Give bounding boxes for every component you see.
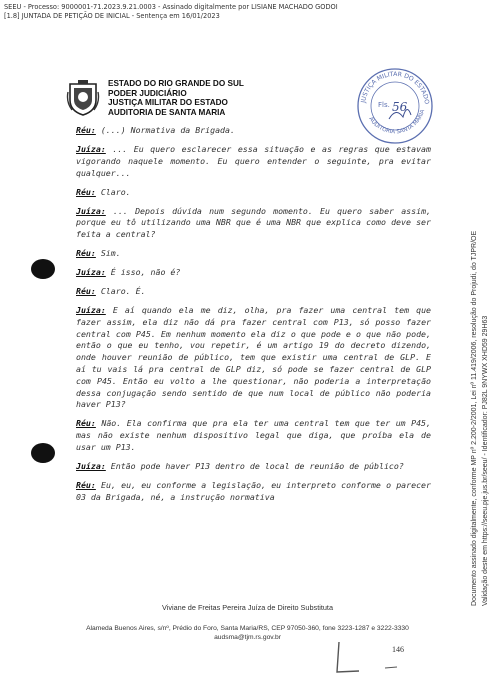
transcript [76, 125, 431, 511]
court-header [108, 79, 244, 117]
speech-text: Eu, eu, eu conforme a legislação, eu interpreto conforme o parecer 03 da Brigada, né, a instrução normativa [76, 480, 431, 502]
transcript-paragraph [76, 144, 431, 179]
speech-text: ... Depois dúvida num segundo momento. Eu quero saber assim, porque eu tô utilizando uma NBR que é uma NBR que explica como deve ser feita a central? [76, 205, 431, 240]
speaker-label: Réu: [76, 248, 96, 259]
transcript-paragraph [76, 418, 431, 453]
stamp-top-text: JUSTIÇA MILITAR DO ESTADO [360, 70, 431, 105]
header-line-state: ESTADO DO RIO GRANDE DO SUL [108, 79, 244, 88]
transcript-paragraph [76, 286, 431, 298]
handwritten-initials [325, 638, 405, 678]
transcript-paragraph [76, 248, 431, 260]
speaker-label: Juíza: [76, 305, 106, 316]
side-text-line-1: Documento assinado digitalmente, conforme MP nº 2.200-2/2001, Lei nº 11.419/2006, resolução do Projudi, do TJPR/OE [471, 230, 478, 606]
speaker-label: Réu: [76, 286, 96, 297]
side-text-line-2: Validação deste em https://seeu.pje.jus.br/seeu/ - Identificador: PJ82L 9NYWX XHD59 29H63 [482, 315, 489, 606]
transcript-paragraph [76, 206, 431, 241]
transcript-paragraph [76, 187, 431, 199]
footer-address-line: Alameda Buenos Aires, s/nº, Prédio do Foro, Santa Maria/RS, CEP 97050-360, fone 3223-1287 e 3222-3330 [86, 625, 409, 632]
transcript-paragraph [76, 461, 431, 473]
speaker-label: Réu: [76, 186, 96, 197]
seeu-header-line-1: SEEU - Processo: 9000001-71.2023.9.21.0003 - Assinado digitalmente por LISIANE MACHADO GODOI [4, 3, 338, 11]
speech-text: É isso, não é? [105, 267, 181, 278]
footer-email: audsma@tjm.rs.gov.br [214, 633, 281, 641]
stamp-bottom-text: AUDITORIA SANTA MARIA [367, 109, 427, 136]
punch-holes [28, 256, 58, 476]
speech-text: ... Eu quero esclarecer essa situação e as regras que estavam vigorando naquele momento. Eu quero entender o seguinte, pra evitar qualquer... [76, 143, 431, 178]
header-line-power: PODER JUDICIÁRIO [108, 88, 187, 98]
footer-address [0, 625, 495, 642]
transcript-paragraph [76, 305, 431, 411]
digital-signature-sidebar [462, 58, 495, 608]
speaker-label: Réu: [76, 418, 96, 429]
speech-text: Então pode haver P13 dentro de local de reunião de público? [105, 461, 404, 472]
speech-text: Claro. É. [95, 286, 146, 297]
speech-text: (...) Normativa da Brigada. [95, 125, 235, 135]
judge-signature-line: Viviane de Freitas Pereira Juíza de Direito Substituta [161, 603, 334, 612]
speaker-label: Réu: [76, 125, 96, 135]
speaker-label: Juíza: [76, 143, 106, 154]
coat-of-arms-icon [66, 80, 100, 116]
speaker-label: Réu: [76, 480, 96, 490]
speech-text: Sim. [95, 248, 121, 259]
speaker-label: Juíza: [76, 461, 106, 472]
header-line-auditoria: AUDITORIA DE SANTA MARIA [108, 107, 226, 117]
speech-text: Claro. [95, 186, 131, 197]
speech-text: E aí quando ela me diz, olha, pra fazer uma central tem que fazer assim, ela diz não dá pra fazer central com P13, só posso fazer central com P45. Em nenhum momento ela diz o que pode e o que não pode, então o que eu tenho, vou repetir, é um artigo 19 do decreto dizendo, onde houver reunião de público, tem que existir uma central de GLP. E aí tu vais lá pra central de GLP diz, só pode se fazer central de GLP com P45. Então eu volto a lhe questionar, não poderia a interpretação dessa conjugação sendo sentido de que num local de público não poderia haver P13? [76, 305, 431, 410]
speaker-label: Juíza: [76, 267, 106, 278]
stamp-fls-value: 56 [392, 100, 408, 114]
transcript-paragraph [76, 267, 431, 279]
header-line-court: JUSTIÇA MILITAR DO ESTADO [108, 98, 228, 108]
speaker-label: Juíza: [76, 205, 106, 216]
seeu-header-line-2: [1.8] JUNTADA DE PETIÇÃO DE INICIAL - Sentença em 16/01/2023 [4, 12, 220, 20]
stamp-fls-label: Fls. [378, 101, 390, 109]
page-number: 146 [392, 645, 404, 654]
speech-text: Não. Ela confirma que pra ela ter uma central tem que ter um P45, mas não existe nenhum dispositivo legal que diga, que proíba ela de usar um P13. [76, 418, 431, 453]
transcript-paragraph [76, 480, 431, 504]
transcript-paragraph [76, 125, 431, 137]
